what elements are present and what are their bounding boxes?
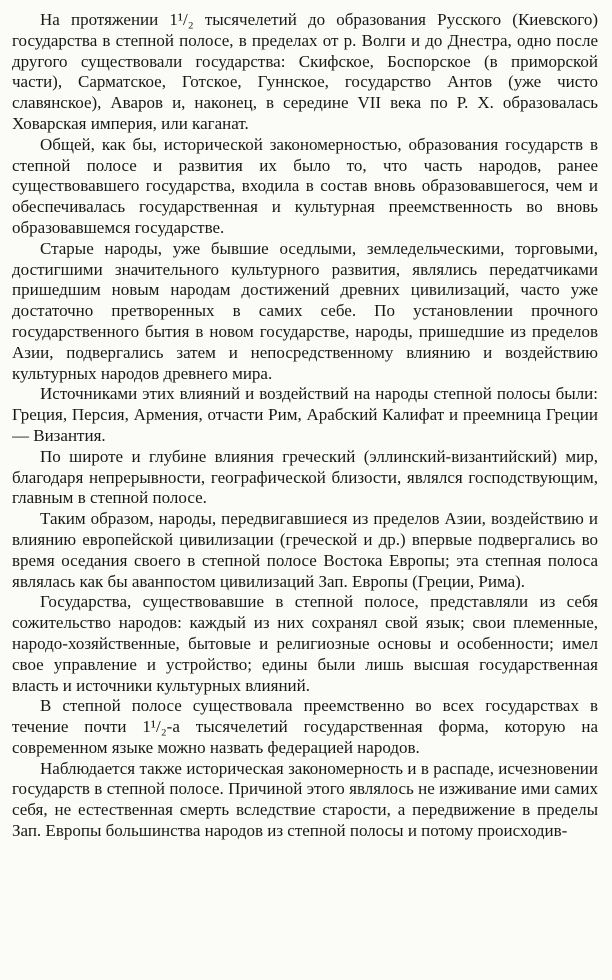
paragraph-2: Общей, как бы, исторической закономерностью, образования государств в степной полосе и развития их было то, что часть народов, ранее существовавшего государства, входила в состав вновь образовавшегося, чем и обеспечивалась государственная и культурная преемственность во вновь образовавшемся государстве. bbox=[12, 134, 598, 237]
paragraph-1: На протяжении 1¹/₂ тысячелетий до образования Русского (Киевского) государства в степной полосе, в пределах от р. Волги и до Днестра, одно после другого существовали государства: Скифское, Боспорское (в приморской части), Сарматское, Готское, Гуннское, государство Антов (уже чисто славянское), Аваров и, наконец, в середине VII века по Р. X. образовалась Ховарская империя, или каганат. bbox=[12, 10, 598, 133]
document-page bbox=[12, 10, 598, 976]
paragraph-3: Старые народы, уже бывшие оседлыми, земледельческими, торговыми, достигшими значительного культурного развития, являлись передатчиками пришедшим новым народам достижений древних цивилизаций, часто уже достаточно претворенных в самих себе. По установлении прочного государственного бытия в новом государстве, народы, пришедшие из пределов Азии, подвергались затем и непосредственному влиянию и воздействию культурных народов древнего мира. bbox=[12, 238, 598, 383]
paragraph-7: Государства, существовавшие в степной полосе, представляли из себя сожительство народов: каждый из них сохранял свой язык; свои племенные, народо-хозяйственные, бытовые и религиозные основы и особенности; имел свое управление и устройство; едины были лишь высшая государственная власть и источники культурных влияний. bbox=[12, 592, 598, 695]
paragraph-4: Источниками этих влияний и воздействий на народы степной полосы были: Греция, Персия, Армения, отчасти Рим, Арабский Калифат и преемница Греции — Византия. bbox=[12, 384, 598, 445]
paragraph-6: Таким образом, народы, передвигавшиеся из пределов Азии, воздействию и влиянию европейской цивилизации (греческой и др.) впервые подвергались во время оседания своего в степной полосе Востока Европы; эта степная полоса являлась как бы аванпостом цивилизаций Зап. Европы (Греции, Рима). bbox=[12, 509, 598, 591]
paragraph-9: Наблюдается также историческая закономерность и в распаде, исчезновении государств в степной полосе. Причиной этого являлось не изживание ими самих себя, не естественная смерть вследствие старости, а передвижение в пределы Зап. Европы большинства народов из степной полосы и потому происходив- bbox=[12, 758, 598, 841]
paragraph-8: В степной полосе существовала преемственно во всех государствах в течение почти 1¹/₂-а тысячелетий государственная форма, которую на современном языке можно назвать федерацией народов. bbox=[12, 696, 598, 757]
paragraph-5: По широте и глубине влияния греческий (эллинский-византийский) мир, благодаря непрерывности, географической близости, являлся господствующим, главным в степной полосе. bbox=[12, 446, 598, 508]
